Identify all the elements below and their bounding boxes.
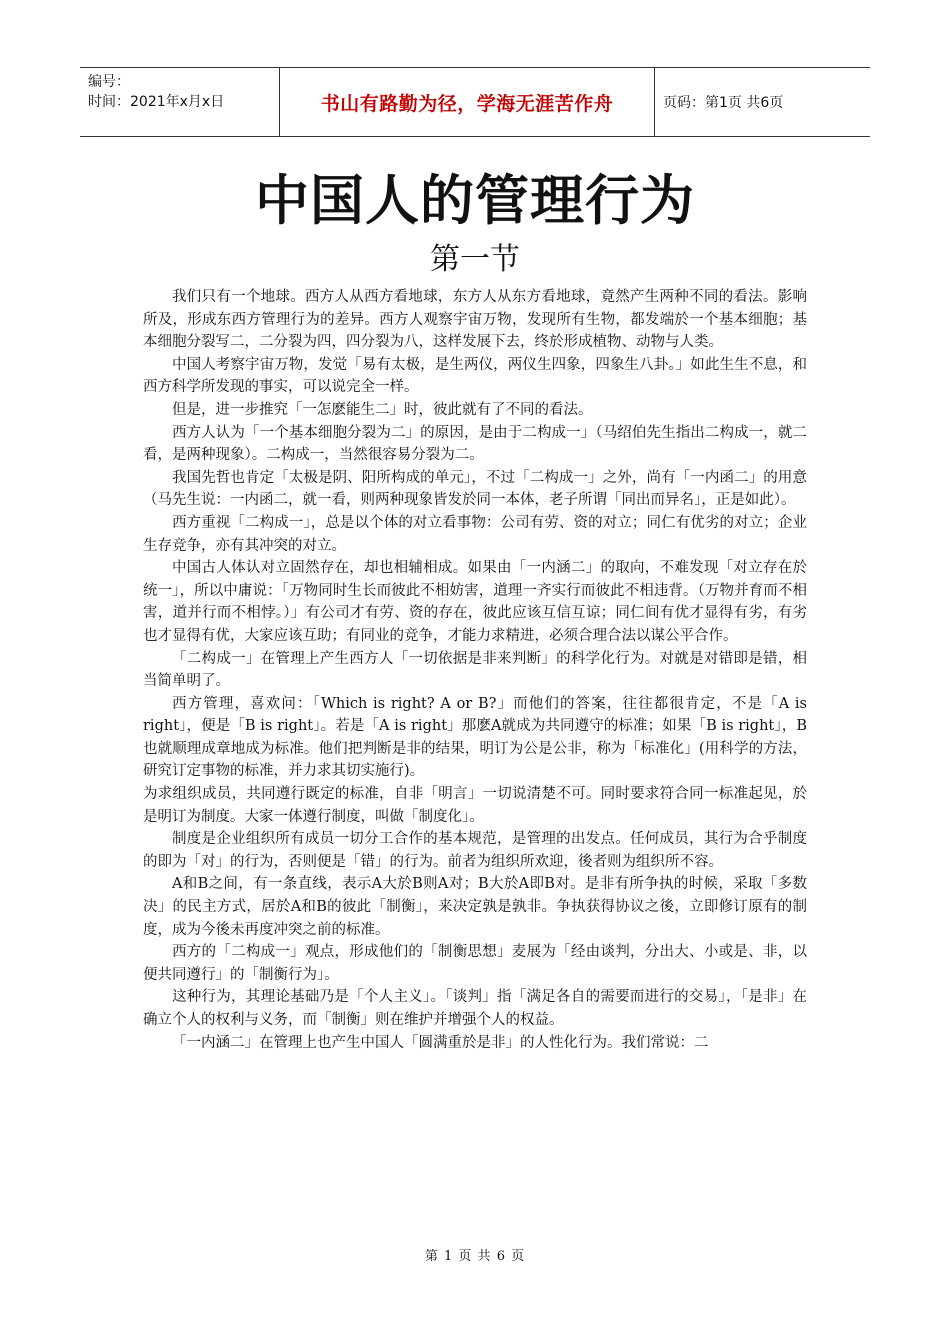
paragraph: 中国古人体认对立固然存在，却也相辅相成。如果由「一内涵二」的取向，不难发现「对立存在於统一」，所以中庸说：「万物同时生长而彼此不相妨害，道理一齐实行而彼此不相违背。（万物并育而不相害，道并行而不相悖。）」有公司才有劳、资的存在，彼此应该互信互谅；同仁间有优才显得有劣，有劣也才显得有优，大家应该互助；有同业的竞争，才能力求精进，必须合理合法以谋公平合作。 [143,560,807,644]
document-time-label: 时间：2021年x月x日 [88,94,225,110]
document-body [143,286,807,1054]
paragraph: 「二构成一」在管理上产生西方人「一切依据是非来判断」的科学化行为。对就是对错即是错，相当简单明了。 [143,650,807,690]
paragraph: 「一内涵二」在管理上也产生中国人「圆满重於是非」的人性化行为。我们常说：二 [172,1034,709,1051]
paragraph: 中国人考察宇宙万物，发觉「易有太极，是生两仪，两仪生四象，四象生八卦。」如此生生不息，和西方科学所发现的事实，可以说完全一样。 [143,356,807,396]
document-number-label: 编号： [88,74,130,90]
paragraph: 西方人认为「一个基本细胞分裂为二」的原因，是由于二构成一」（马绍伯先生指出二构成一，就二看，是两种现象）。二构成一，当然很容易分裂为二。 [143,424,807,464]
paragraph: 为求组织成员，共同遵行既定的标准，自非「明言」一切说清楚不可。同时要求符合同一标准起见，於是明订为制度。大家一体遵行制度，叫做「制度化」。 [143,786,807,825]
header-page-info: 页码：第1页 共6页 [663,95,784,111]
section-heading: 第一节 [430,242,520,277]
paragraph: 西方的「二构成一」观点，形成他们的「制衡思想」麦展为「经由谈判，分出大、小或是、非，以便共同遵行」的「制衡行为」。 [143,944,807,983]
page-footer: 第 1 页 共 6 页 [424,1249,526,1264]
paragraph: 但是，进一步推究「一怎麽能生二」时，彼此就有了不同的看法。 [172,401,593,418]
paragraph: 西方管理，喜欢问：「Which is right? A or B?」而他们的答案，往往都很肯定，不是「A is right」，便是「B is right」。若是「A is right」那麽A就成为共同遵守的标准；如果「B is right」，B也就顺理成章地成为标准。他们把判断是非的结果，明订为公是公非，称为「标准化」(用科学的方法，研究订定事物的标准，并力求其切实施行)。 [143,695,807,780]
header-meta [80,68,280,136]
paragraph: 我们只有一个地球。西方人从西方看地球，东方人从东方看地球，竟然产生两种不同的看法。影响所及，形成东西方管理行为的差异。西方人观察宇宙万物，发现所有生物，都发端於一个基本细胞；基本细胞分裂写二，二分裂为四，四分裂为八，这样发展下去，终於形成植物、动物与人类。 [143,289,807,351]
document-title: 中国人的管理行为 [255,169,695,232]
paragraph: 西方重视「二构成一」，总是以个体的对立看事物：公司有劳、资的对立；同仁有优劣的对立；企业生存竞争，亦有其冲突的对立。 [143,514,807,554]
page-header [80,67,870,137]
paragraph: 这种行为，其理论基础乃是「个人主义」。「谈判」指「满足各自的需要而进行的交易」，「是非」在确立个人的权利与义务，而「制衡」则在维护并增强个人的权益。 [143,989,807,1028]
header-motto: 书山有路勤为径，学海无涯苦作舟 [280,68,655,136]
paragraph: A和B之间，有一条直线，表示A大於B则A对；B大於A即B对。是非有所争执的时候，采取「多数决」的民主方式，居於A和B的彼此「制衡」，来决定孰是孰非。争执获得协议之後，立即修订原有的制度，成为今後未再度冲突之前的标准。 [143,876,807,938]
paragraph: 我国先哲也肯定「太极是阴、阳所构成的单元」，不过「二构成一」之外，尚有「一内函二」的用意（马先生说：一内函二，就一看，则两种现象皆发於同一本体，老子所谓「同出而异名」，正是如此）。 [143,469,807,509]
paragraph: 制度是企业组织所有成员一切分工合作的基本规范，是管理的出发点。任何成员，其行为合乎制度的即为「对」的行为，否则便是「错」的行为。前者为组织所欢迎，後者则为组织所不容。 [143,831,807,870]
